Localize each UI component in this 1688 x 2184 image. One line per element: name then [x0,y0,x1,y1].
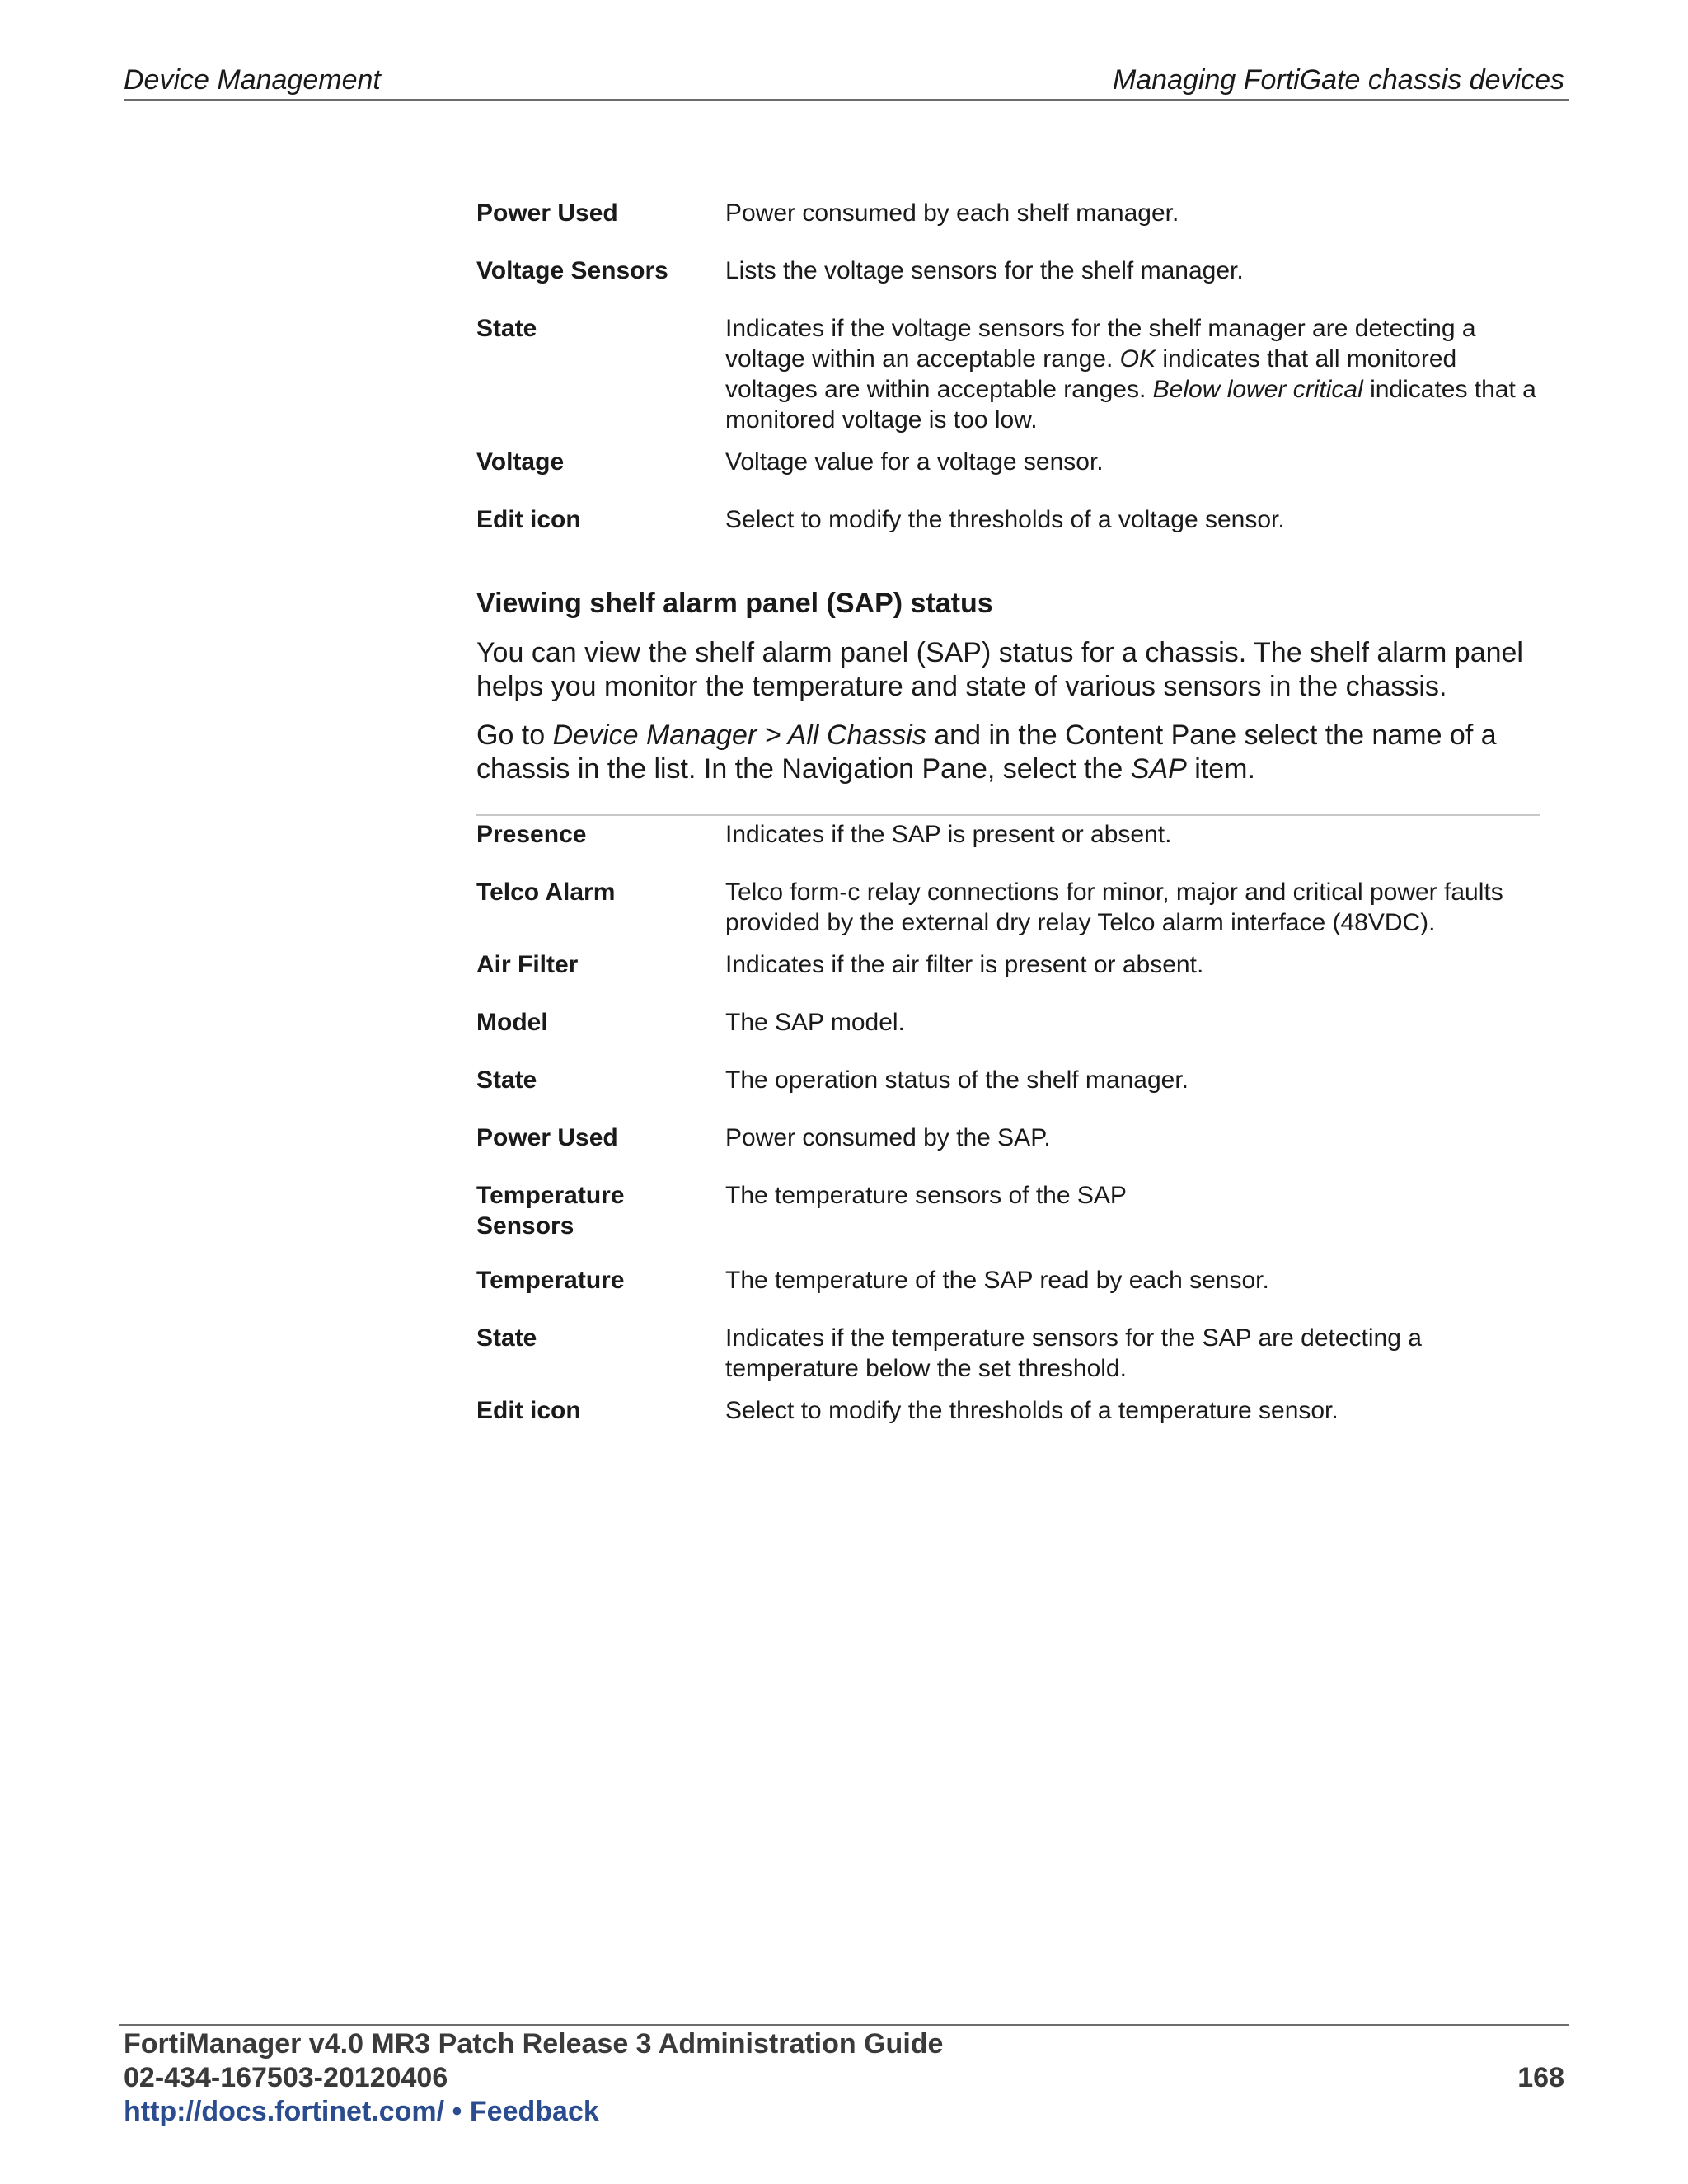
feedback-link[interactable]: Feedback [469,2096,599,2127]
menu-path: Device Manager > All Chassis [552,719,926,751]
desc-text: indicates that a monitored voltage is too low. [725,376,1536,434]
table-row [476,1180,1540,1265]
row-description: Voltage value for a voltage sensor. [725,448,1104,476]
row-term: Air Filter [476,951,579,978]
table-row [476,1007,1540,1065]
row-term: Temperature Sensors [476,1182,625,1240]
desc-emphasis: Below lower critical [1152,376,1363,403]
row-term: Model [476,1009,548,1036]
header-section-title: Device Management [124,64,381,96]
table-row [476,255,1540,313]
table-row [476,877,1540,949]
running-header [124,61,1569,101]
page-footer [124,2027,1566,2129]
footer-links [124,2095,1566,2129]
row-description: Select to modify the thresholds of a temperature sensor. [725,1397,1339,1424]
row-term: Edit icon [476,1397,581,1424]
footer-rule [119,2024,1569,2026]
row-term: Edit icon [476,506,581,533]
row-term: Voltage [476,448,565,476]
table-row [476,504,1540,562]
row-term: State [476,1066,537,1094]
menu-item: SAP [1130,753,1187,785]
desc-emphasis: OK [1119,345,1156,373]
row-description: Indicates if the air filter is present or absent. [725,951,1204,978]
row-term: Presence [476,821,587,848]
row-description: Power consumed by the SAP. [725,1124,1051,1151]
footer-separator: • [452,2096,462,2127]
row-term: State [476,1324,537,1352]
body-paragraph [476,719,1540,786]
header-chapter-title: Managing FortiGate chassis devices [1112,64,1564,96]
row-description: The temperature sensors of the SAP [725,1182,1127,1209]
table-row [476,198,1540,255]
row-description: Lists the voltage sensors for the shelf manager. [725,257,1244,284]
page-number: 168 [1517,2062,1564,2093]
row-description: The temperature of the SAP read by each sensor. [725,1267,1269,1294]
row-description: Telco form-c relay connections for minor, major and critical power faults provided by the external dry relay Telco alarm interface (48VDC). [725,879,1503,936]
table-row [476,1065,1540,1122]
para-text: Go to [476,719,553,751]
docs-link[interactable]: http://docs.fortinet.com/ [124,2096,445,2127]
row-description: Indicates if the temperature sensors for the SAP are detecting a temperature below the set threshold. [725,1324,1422,1382]
row-term: Temperature [476,1267,625,1294]
table-row [476,1122,1540,1180]
row-term: Voltage Sensors [476,257,668,284]
para-text: and in the Content Pane select the name of a chassis in the list. In the Navigation Pane, select the [476,719,1497,785]
table-row [476,447,1540,504]
table-row [476,1323,1540,1395]
para-text: item. [1186,753,1255,785]
table-row [476,819,1540,877]
row-description: The operation status of the shelf manager. [725,1066,1189,1094]
row-term: Power Used [476,1124,618,1151]
desc-text: Indicates if the voltage sensors for the shelf manager are detecting a voltage within an acceptable range. [725,315,1476,373]
footer-guide-title: FortiManager v4.0 MR3 Patch Release 3 Administration Guide [124,2028,944,2060]
desc-text: indicates that all monitored voltages are within acceptable ranges. [725,345,1457,403]
table-row [476,313,1540,447]
shelf-manager-table [476,198,1540,562]
row-description: Indicates if the SAP is present or absent. [725,821,1172,848]
section-heading: Viewing shelf alarm panel (SAP) status [476,588,993,619]
body-paragraph: You can view the shelf alarm panel (SAP) status for a chassis. The shelf alarm panel helps you monitor the temperature and state of various sensors in the chassis. [476,637,1523,702]
row-term: State [476,315,537,342]
row-term: Power Used [476,199,618,227]
sap-status-table [476,814,1540,1453]
table-row [476,949,1540,1007]
row-description: Select to modify the thresholds of a voltage sensor. [725,506,1285,533]
row-description [725,313,1541,435]
row-description: The SAP model. [725,1009,905,1036]
row-term: Telco Alarm [476,879,616,906]
table-row [476,1395,1540,1453]
row-description: Power consumed by each shelf manager. [725,199,1179,227]
table-row [476,1265,1540,1323]
footer-doc-id: 02-434-167503-20120406 [124,2062,448,2093]
